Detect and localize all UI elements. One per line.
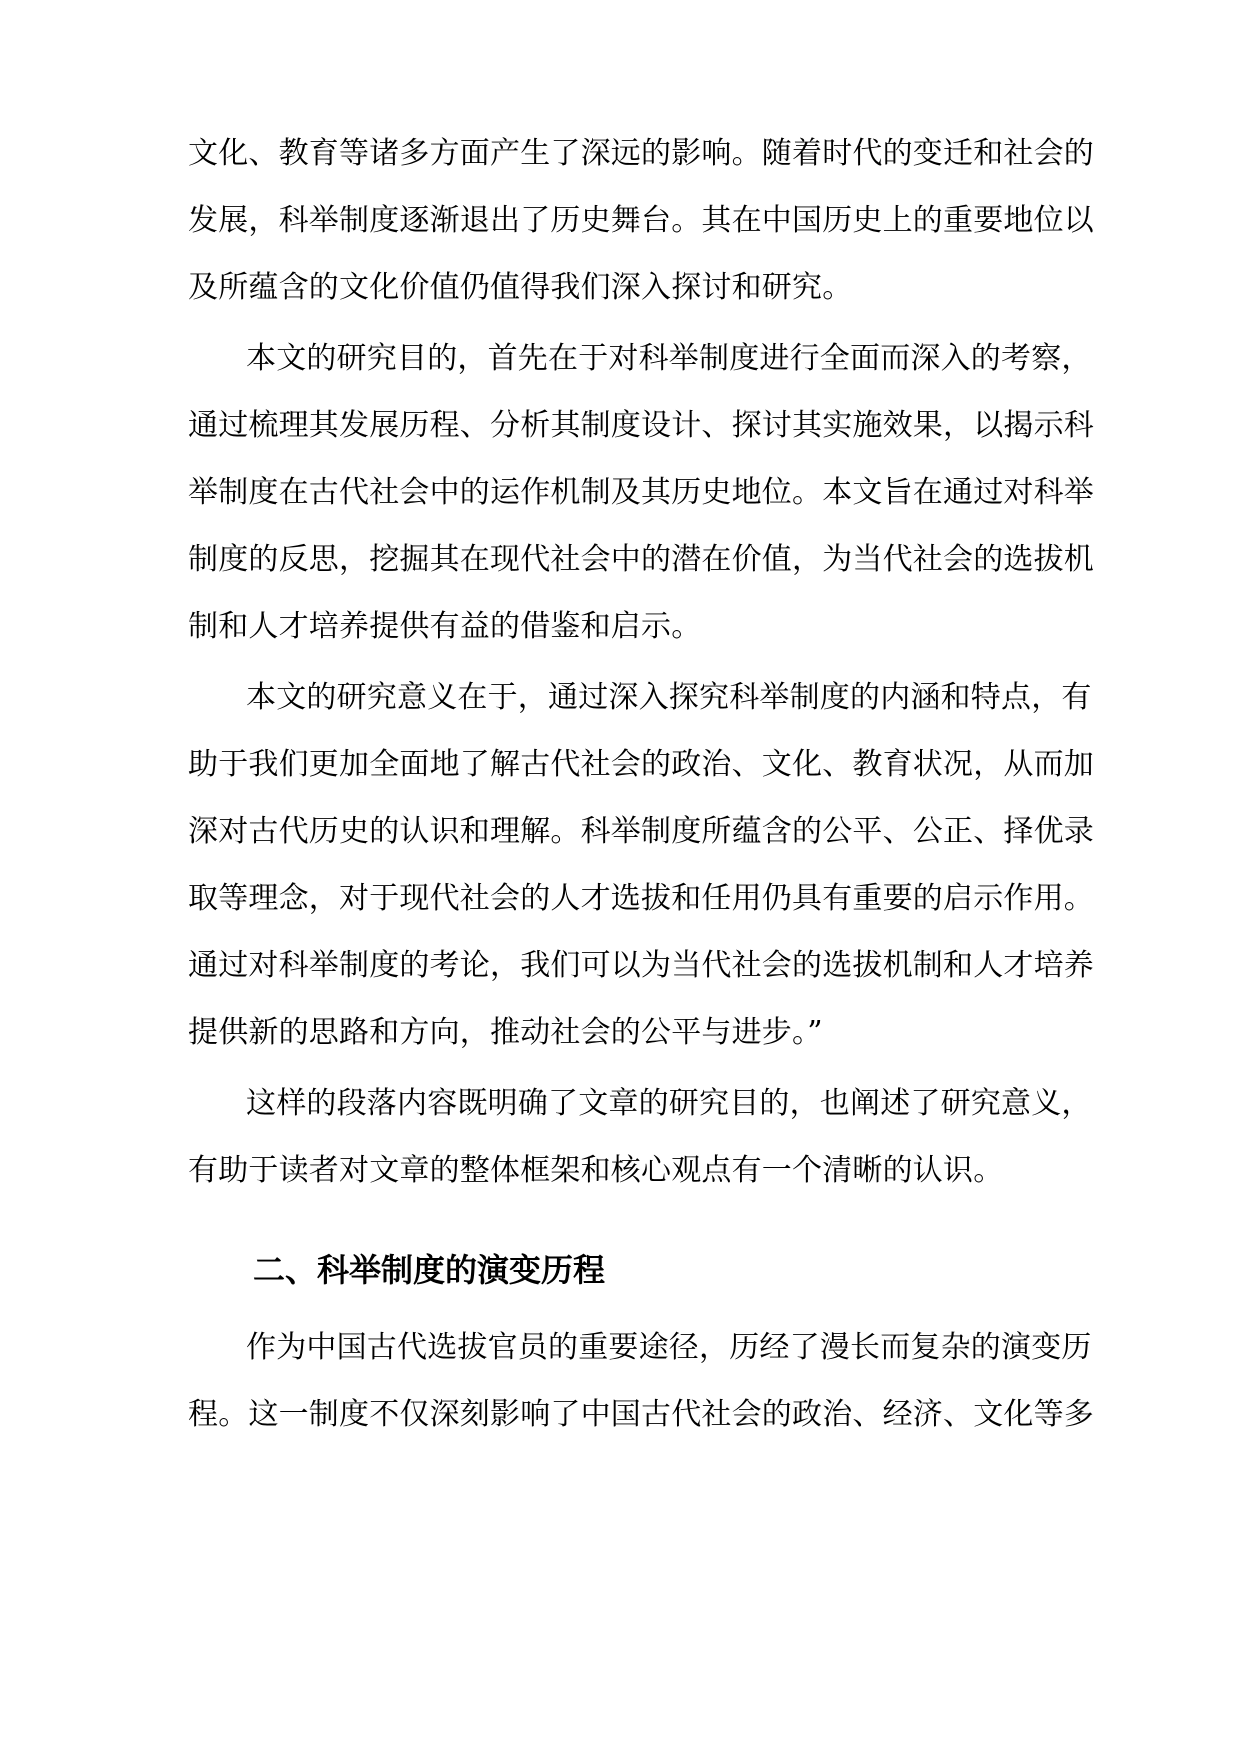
paragraph-3-line-6: 提供新的思路和方向，推动社会的公平与进步。”	[188, 1015, 823, 1050]
paragraph-1-line-3: 及所蕴含的文化价值仍值得我们深入探讨和研究。	[188, 270, 853, 305]
paragraph-2-line-2: 通过梳理其发展历程、分析其制度设计、探讨其实施效果，以揭示科	[188, 408, 1094, 443]
section-heading: 二、科举制度的演变历程	[253, 1251, 606, 1289]
section-paragraph-line-1: 作为中国古代选拔官员的重要途径，历经了漫长而复杂的演变历	[246, 1330, 1092, 1365]
paragraph-2-line-3: 举制度在古代社会中的运作机制及其历史地位。本文旨在通过对科举	[188, 475, 1094, 510]
paragraph-4-line-1: 这样的段落内容既明确了文章的研究目的，也阐述了研究意义，	[246, 1086, 1092, 1121]
paragraph-1-line-1: 文化、教育等诸多方面产生了深远的影响。随着时代的变迁和社会的	[188, 136, 1094, 171]
paragraph-3-line-1: 本文的研究意义在于，通过深入探究科举制度的内涵和特点，有	[246, 680, 1092, 715]
paragraph-3-line-2: 助于我们更加全面地了解古代社会的政治、文化、教育状况，从而加	[188, 747, 1094, 782]
paragraph-4-line-2: 有助于读者对文章的整体框架和核心观点有一个清晰的认识。	[188, 1153, 1004, 1188]
paragraph-3-line-4: 取等理念，对于现代社会的人才选拔和任用仍具有重要的启示作用。	[188, 881, 1094, 916]
paragraph-2-line-4: 制度的反思，挖掘其在现代社会中的潜在价值，为当代社会的选拔机	[188, 542, 1094, 577]
paragraph-3-line-3: 深对古代历史的认识和理解。科举制度所蕴含的公平、公正、择优录	[188, 814, 1094, 849]
paragraph-2-line-1: 本文的研究目的，首先在于对科举制度进行全面而深入的考察，	[246, 341, 1092, 376]
paragraph-1-line-2: 发展，科举制度逐渐退出了历史舞台。其在中国历史上的重要地位以	[188, 203, 1094, 238]
section-paragraph-line-2: 程。这一制度不仅深刻影响了中国古代社会的政治、经济、文化等多	[188, 1397, 1094, 1432]
paragraph-3-line-5: 通过对科举制度的考论，我们可以为当代社会的选拔机制和人才培养	[188, 948, 1094, 983]
paragraph-2-line-5: 制和人才培养提供有益的借鉴和启示。	[188, 609, 702, 644]
